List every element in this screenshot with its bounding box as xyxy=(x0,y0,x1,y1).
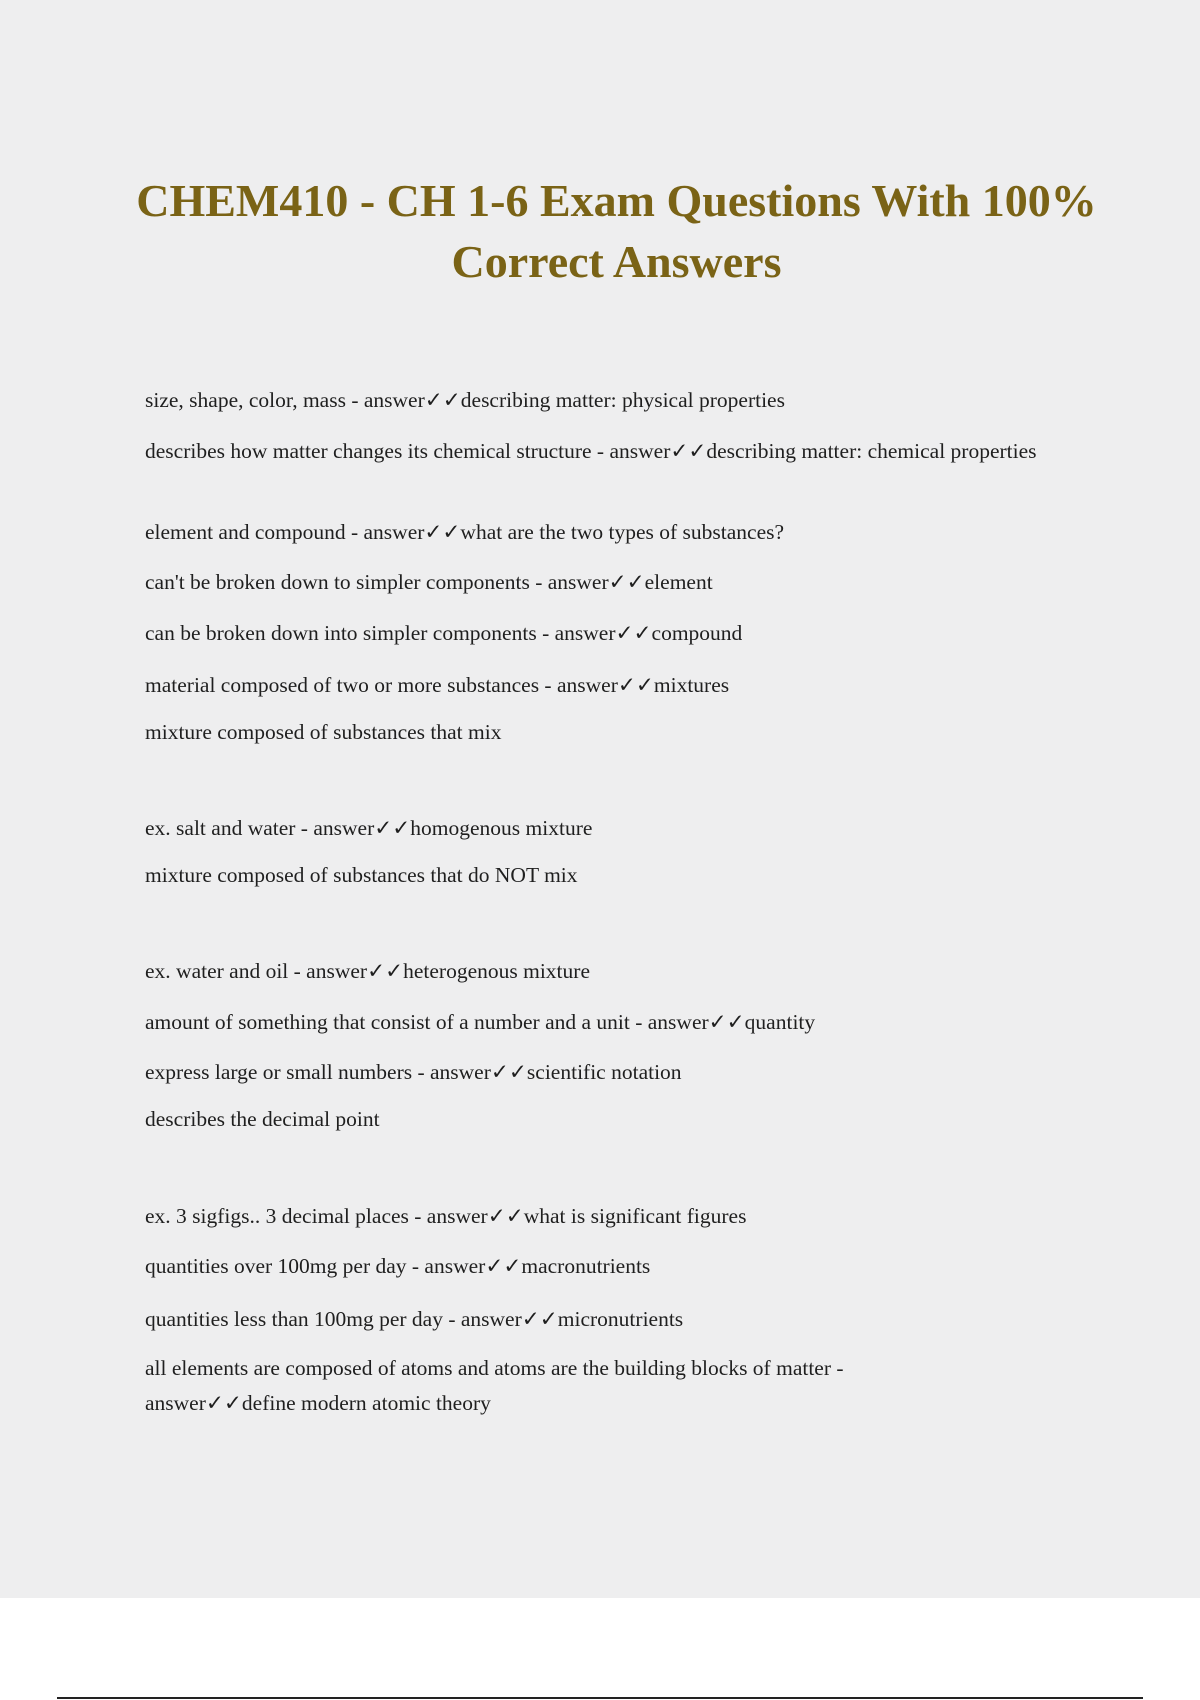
qa-entry: mixture composed of substances that do NOT mix xyxy=(145,863,578,887)
qa-entry: ex. 3 sigfigs.. 3 decimal places - answer✓✓what is significant figures xyxy=(145,1204,747,1228)
qa-entry: ex. salt and water - answer✓✓homogenous mixture xyxy=(145,816,593,840)
qa-entry: ex. water and oil - answer✓✓heterogenous mixture xyxy=(145,959,590,983)
qa-entry: material composed of two or more substances - answer✓✓mixtures xyxy=(145,673,730,697)
document-title: CHEM410 - CH 1-6 Exam Questions With 100% Correct Answers xyxy=(136,175,1097,287)
qa-entry: can't be broken down to simpler components - answer✓✓element xyxy=(145,570,713,594)
qa-entry: describes the decimal point xyxy=(145,1107,380,1131)
qa-entry: mixture composed of substances that mix xyxy=(145,720,502,744)
qa-entry: size, shape, color, mass - answer✓✓describing matter: physical properties xyxy=(145,388,785,412)
qa-entry: quantities over 100mg per day - answer✓✓macronutrients xyxy=(145,1254,651,1278)
page-divider xyxy=(57,1697,1143,1699)
qa-entry: can be broken down into simpler components - answer✓✓compound xyxy=(145,621,743,645)
qa-entry: describes how matter changes its chemical structure - answer✓✓describing matter: chemical properties xyxy=(145,439,1037,463)
qa-entry: express large or small numbers - answer✓✓scientific notation xyxy=(145,1060,682,1084)
qa-entry: all elements are composed of atoms and atoms are the building blocks of matter - answer✓✓define modern atomic theory xyxy=(145,1356,849,1415)
qa-entry: quantities less than 100mg per day - answer✓✓micronutrients xyxy=(145,1307,684,1331)
qa-entry: element and compound - answer✓✓what are the two types of substances? xyxy=(145,520,785,544)
qa-entry: amount of something that consist of a number and a unit - answer✓✓quantity xyxy=(145,1010,816,1034)
